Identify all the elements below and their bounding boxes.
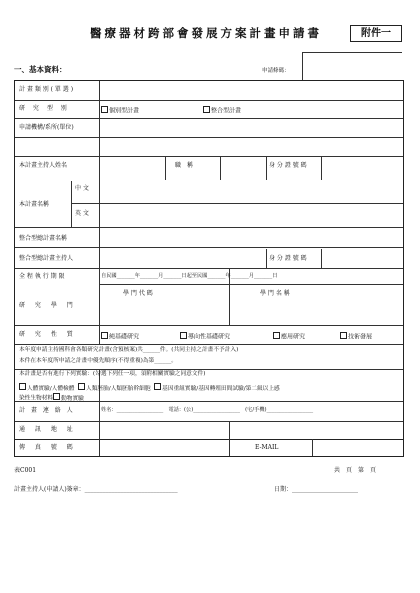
experiment-question: 本計畫是否有進行下列實驗：(勾選下列任一項，須附相關實驗之同意文件) <box>19 371 206 377</box>
contact-person-label: 計 畫 連 絡 人 <box>19 407 75 414</box>
application-barcode-label: 申請條碼： <box>262 68 290 74</box>
form-title: 醫療器材跨部會發展方案計畫申請書 <box>90 26 322 40</box>
pi-title-label: 職 稱 <box>175 162 194 169</box>
nature-applied-option[interactable]: 應用研究 <box>273 332 305 341</box>
integrated-pi-id-label: 身 分 證 號 碼 <box>269 255 307 262</box>
exp-human-checkbox[interactable] <box>19 383 26 390</box>
execution-period-label: 全 程 執 行 期 限 <box>19 273 65 280</box>
plan-name-zh-label: 中 文 <box>75 185 89 192</box>
project-count-line: 本年度申請主持國科會各類研究計畫(含預核案)共______件。(共同主持之計畫不予計入) <box>19 347 239 353</box>
nature-basic-option[interactable]: 純基礎研究 <box>101 332 139 341</box>
nature-tech-checkbox[interactable] <box>340 332 347 339</box>
nature-basic-checkbox[interactable] <box>101 332 108 339</box>
type-integrated-checkbox[interactable] <box>203 106 210 113</box>
pi-name-label: 本計畫主持人姓名 <box>19 162 68 169</box>
signature-line[interactable]: 計畫主持人(申請人)簽章：_______________________________ <box>14 486 178 493</box>
experiment-options-line1 <box>19 383 280 392</box>
fax-row <box>14 439 404 457</box>
exp-animal-option[interactable]: 動物實驗 <box>53 396 84 402</box>
pi-id-label: 身 分 證 號 碼 <box>269 162 307 169</box>
exp-gene-checkbox[interactable] <box>154 383 161 390</box>
integrated-plan-name-label: 整合型總計畫名稱 <box>19 235 68 242</box>
fax-label: 傳 真 號 碼 <box>19 444 77 451</box>
section-heading: 一、基本資料： <box>14 65 67 74</box>
research-nature-label: 研 究 性 質 <box>19 331 77 338</box>
basic-info-table <box>14 80 404 440</box>
type-individual-checkbox[interactable] <box>101 106 108 113</box>
integrated-pi-label: 整合型總計畫主持人 <box>19 255 74 262</box>
field-code-header: 學 門 代 碼 <box>123 290 153 297</box>
exp-animal-checkbox[interactable] <box>53 393 60 400</box>
page-count: 共 頁 第 頁 <box>334 467 377 474</box>
exp-human-option[interactable]: 人體實驗/人體檢體 <box>19 386 74 392</box>
email-label: E-MAIL <box>255 444 279 451</box>
date-line[interactable]: 日期：______________________ <box>274 486 359 493</box>
research-type-label: 研 究 型 別 <box>19 105 70 112</box>
field-name-header: 學 門 名 稱 <box>260 290 290 297</box>
address-label: 通 訊 地 址 <box>19 426 77 433</box>
plan-name-en-label: 英 文 <box>75 210 89 217</box>
type-individual-option[interactable]: 個別型計畫 <box>101 106 139 115</box>
plan-name-label: 本計畫名稱 <box>19 201 50 208</box>
execution-period-field[interactable]: 自民國_______年_______月_______日起至民國_______年_______月_______日 <box>101 273 278 279</box>
annex-badge: 附件一 <box>350 25 402 42</box>
research-field-label: 研 究 學 門 <box>19 302 77 309</box>
plan-category-label: 計 畫 類 別 ( 單 選 ) <box>19 86 74 93</box>
contact-fields[interactable]: 姓名：__________________ 電話：(公)__________________ (宅/手機)__________________ <box>101 407 314 413</box>
institution-label: 申請機構/系所(單位) <box>19 124 74 131</box>
exp-gene-option[interactable]: 基因重組實驗/基因轉殖田間試驗/第二級以上感 <box>154 386 280 392</box>
nature-oriented-option[interactable]: 導向性基礎研究 <box>180 332 230 341</box>
nature-tech-option[interactable]: 技術發展 <box>340 332 372 341</box>
form-code: 表C001 <box>14 467 37 474</box>
exp-embryo-option[interactable]: 人類胚胎/人類胚胎幹細胞 <box>78 386 150 392</box>
experiment-options-line2: 染性生物材料 動物實驗 <box>19 393 84 402</box>
application-barcode-field[interactable] <box>302 52 402 80</box>
exp-embryo-checkbox[interactable] <box>78 383 85 390</box>
priority-line: 本件在本年度所申請之計畫中優先順序(不得重複)為第______。 <box>19 358 177 364</box>
nature-applied-checkbox[interactable] <box>273 332 280 339</box>
nature-oriented-checkbox[interactable] <box>180 332 187 339</box>
type-integrated-option[interactable]: 整合型計畫 <box>203 106 241 115</box>
